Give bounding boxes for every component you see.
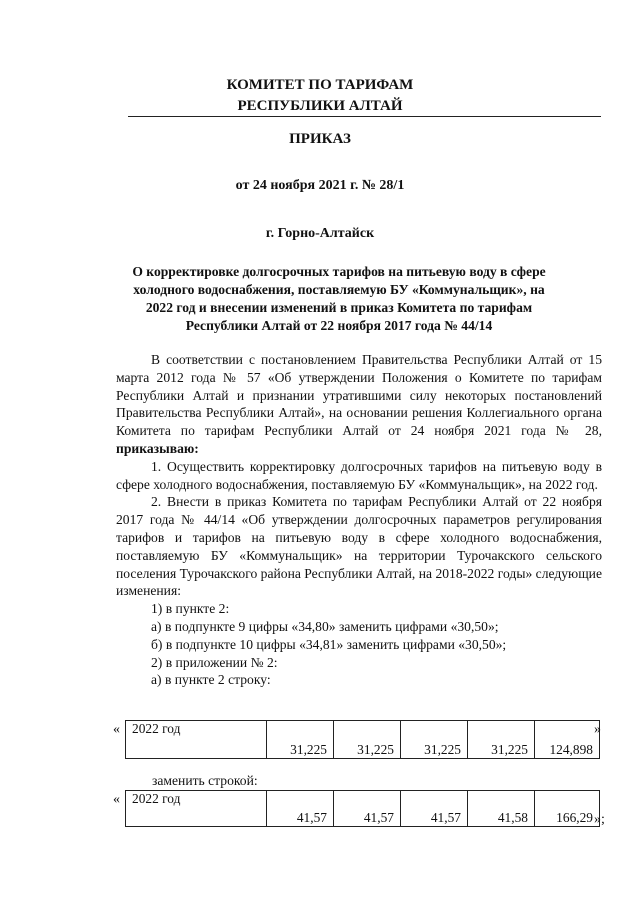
open-quote: « [113, 722, 120, 737]
doc-date-number: от 24 ноября 2021 г. № 28/1 [235, 178, 405, 193]
tariff-value: 31,225 [334, 721, 401, 759]
tariff-value: 31,225 [401, 721, 468, 759]
tariff-value: 31,225 [468, 721, 535, 759]
org-name-line1: КОМИТЕТ ПО ТАРИФАМ [226, 77, 414, 93]
row-label: 2022 год [126, 721, 267, 759]
sub-2: 2) в приложении № 2: [151, 654, 278, 670]
doc-title-line: О корректировке долгосрочных тарифов на питьевую воду в сфере [132, 264, 546, 279]
sub-1a: а) в подпункте 9 цифры «34,80» заменить цифрами «30,50»; [151, 618, 499, 634]
intro-paragraph [116, 351, 602, 458]
intro-bold-word: приказываю: [116, 440, 199, 456]
new-row-block [113, 790, 613, 830]
close-quote: »; [594, 812, 605, 827]
old-row-block [113, 720, 613, 760]
org-name-line2: РЕСПУБЛИКИ АЛТАЙ [237, 98, 403, 114]
item-2-paragraph: 2. Внести в приказ Комитета по тарифам Республики Алтай от 22 ноября 2017 года № 44/14 «Об утверждении долгосрочных параметров регулирования тарифов и тарифов на питьевую воду в сфере холодного водоснабжения, поставляемую БУ «Коммунальщик» на территории Турочакского сельского поселения Турочакского района Республики Алтай, на 2018-2022 годы» следующие изменения: [116, 494, 602, 599]
table-row [126, 721, 600, 759]
replace-text: заменить строкой: [152, 773, 258, 788]
old-tariff-table [125, 720, 600, 759]
intro-text: В соответствии с постановлением Правительства Республики Алтай от 15 марта 2012 года № 57 «Об утверждении Положения о Комитете по тарифам Республики Алтай и признании утратившими силу некоторых постановлений Правительства Республики Алтай», на основании решения Коллегиального органа Комитета по тарифам Республики Алтай от 24 ноября 2021 года № 28, [116, 352, 602, 439]
tariff-value: 41,57 [267, 791, 334, 827]
doc-body [116, 351, 602, 689]
doc-title-line: Республики Алтай от 22 ноября 2017 года № 44/14 [185, 318, 493, 333]
sub-1b: б) в подпункте 10 цифры «34,81» заменить цифрами «30,50»; [151, 636, 507, 652]
doc-type: ПРИКАЗ [289, 131, 351, 147]
tariff-value: 41,57 [401, 791, 468, 827]
new-tariff-table [125, 790, 600, 827]
tariff-value: 41,57 [334, 791, 401, 827]
close-quote: » [594, 722, 601, 737]
header-divider [128, 116, 601, 117]
sub-1: 1) в пункте 2: [151, 601, 230, 617]
doc-city: г. Горно-Алтайск [265, 226, 375, 241]
tariff-value: 124,898 [535, 721, 600, 759]
doc-title-line: 2022 год и внесении изменений в приказ Комитета по тарифам [145, 300, 533, 315]
doc-title-line: холодного водоснабжения, поставляемую БУ «Коммунальщик», на [133, 282, 545, 297]
row-label: 2022 год [126, 791, 267, 827]
tariff-value: 31,225 [267, 721, 334, 759]
open-quote: « [113, 792, 120, 807]
sub-2a: а) в пункте 2 строку: [151, 672, 271, 688]
table-row [126, 791, 600, 827]
doc-title [116, 263, 562, 335]
tariff-value: 166,29 [535, 791, 600, 827]
tariff-value: 41,58 [468, 791, 535, 827]
item-1-paragraph: 1. Осуществить корректировку долгосрочных тарифов на питьевую воду в сфере холодного водоснабжения, поставляемую БУ «Коммунальщик», на 2022 год. [116, 458, 602, 492]
